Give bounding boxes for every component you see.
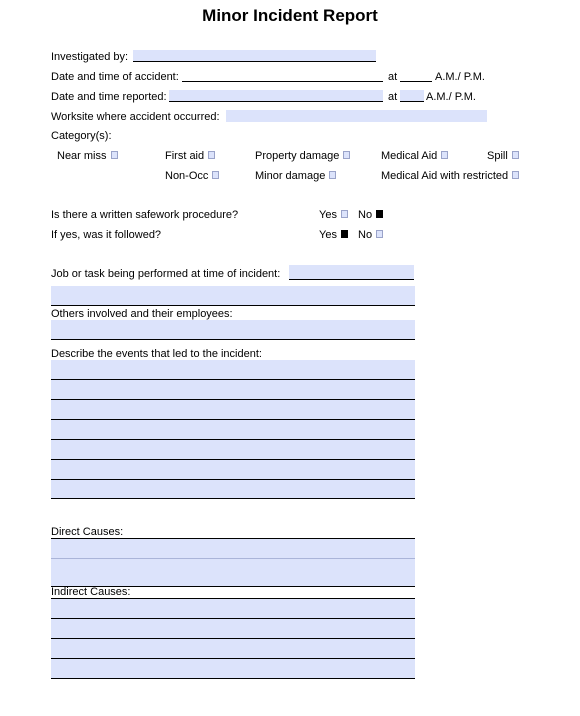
minor-damage-label: Minor damage [255, 170, 326, 182]
direct-causes-line[interactable] [51, 539, 415, 559]
worksite-field[interactable] [226, 110, 487, 122]
describe-events-label: Describe the events that led to the incident: [51, 348, 262, 360]
others-involved-line[interactable] [51, 320, 415, 340]
describe-events-line[interactable] [51, 360, 415, 380]
minor-damage-checkbox[interactable] [329, 171, 336, 179]
spill-checkbox[interactable] [512, 151, 519, 159]
category-medical-aid[interactable] [381, 150, 448, 162]
reported-ampm-label: A.M./ P.M. [426, 91, 476, 103]
indirect-causes-area[interactable] [51, 598, 415, 679]
describe-events-line[interactable] [51, 460, 415, 480]
was-followed-yes-checkbox[interactable] [341, 230, 348, 238]
written-procedure-yes-checkbox[interactable] [341, 210, 348, 218]
accident-ampm-label: A.M./ P.M. [435, 71, 485, 83]
describe-events-line[interactable] [51, 440, 415, 460]
non-occ-checkbox[interactable] [212, 171, 219, 179]
near-miss-label: Near miss [57, 150, 107, 162]
no-label: No [358, 229, 373, 241]
describe-events-line[interactable] [51, 380, 415, 400]
medical-aid-restricted-checkbox[interactable] [512, 171, 519, 179]
first-aid-label: First aid [165, 150, 205, 162]
describe-events-line[interactable] [51, 480, 415, 499]
category-label: Category(s): [51, 130, 112, 142]
property-damage-label: Property damage [255, 150, 340, 162]
accident-datetime-field[interactable] [182, 70, 383, 82]
describe-events-line[interactable] [51, 420, 415, 440]
medical-aid-label: Medical Aid [381, 150, 438, 162]
describe-events-line[interactable] [51, 400, 415, 420]
was-followed-no-checkbox[interactable] [376, 230, 383, 238]
others-involved-label: Others involved and their employees: [51, 308, 233, 320]
non-occ-label: Non-Occ [165, 170, 209, 182]
yes-label: Yes [319, 229, 337, 241]
indirect-causes-line[interactable] [51, 599, 415, 619]
reported-time-field[interactable] [400, 90, 424, 102]
spill-label: Spill [487, 150, 508, 162]
accident-time-field[interactable] [400, 70, 432, 82]
direct-causes-area[interactable] [51, 538, 415, 587]
category-spill[interactable] [487, 150, 519, 162]
written-procedure-yes[interactable] [319, 209, 348, 221]
yes-label: Yes [319, 209, 337, 221]
direct-causes-line[interactable] [51, 559, 415, 587]
written-procedure-question: Is there a written safework procedure? [51, 209, 239, 221]
others-involved-area[interactable] [51, 320, 415, 340]
was-followed-no[interactable] [358, 229, 383, 241]
medical-aid-restricted-label: Medical Aid with restricted [381, 170, 509, 182]
worksite-label: Worksite where accident occurred: [51, 111, 220, 123]
category-near-miss[interactable] [57, 150, 118, 162]
category-non-occ[interactable] [165, 170, 219, 182]
reported-at-label: at [388, 91, 398, 103]
reported-datetime-label: Date and time reported: [51, 91, 167, 103]
describe-events-area[interactable] [51, 360, 415, 499]
job-task-line[interactable] [51, 286, 415, 306]
property-damage-checkbox[interactable] [343, 151, 350, 159]
job-task-area[interactable] [51, 286, 415, 306]
indirect-causes-line[interactable] [51, 659, 415, 679]
was-followed-question: If yes, was it followed? [51, 229, 162, 241]
category-property-damage[interactable] [255, 150, 350, 162]
no-label: No [358, 209, 373, 221]
page-title: Minor Incident Report [202, 6, 378, 25]
written-procedure-no[interactable] [358, 209, 383, 221]
near-miss-checkbox[interactable] [111, 151, 118, 159]
was-followed-yes[interactable] [319, 229, 348, 241]
direct-causes-label: Direct Causes: [51, 526, 124, 538]
reported-datetime-field[interactable] [169, 90, 383, 102]
category-medical-aid-restricted[interactable] [381, 170, 519, 182]
indirect-causes-line[interactable] [51, 619, 415, 639]
job-task-label: Job or task being performed at time of incident: [51, 268, 281, 280]
accident-datetime-label: Date and time of accident: [51, 71, 179, 83]
investigated-by-field[interactable] [133, 50, 376, 62]
accident-at-label: at [388, 71, 398, 83]
indirect-causes-label: Indirect Causes: [51, 586, 131, 598]
indirect-causes-line[interactable] [51, 639, 415, 659]
category-minor-damage[interactable] [255, 170, 336, 182]
first-aid-checkbox[interactable] [208, 151, 215, 159]
job-task-field[interactable] [289, 265, 414, 280]
written-procedure-no-checkbox[interactable] [376, 210, 383, 218]
category-first-aid[interactable] [165, 150, 215, 162]
investigated-by-label: Investigated by: [51, 51, 129, 63]
medical-aid-checkbox[interactable] [441, 151, 448, 159]
